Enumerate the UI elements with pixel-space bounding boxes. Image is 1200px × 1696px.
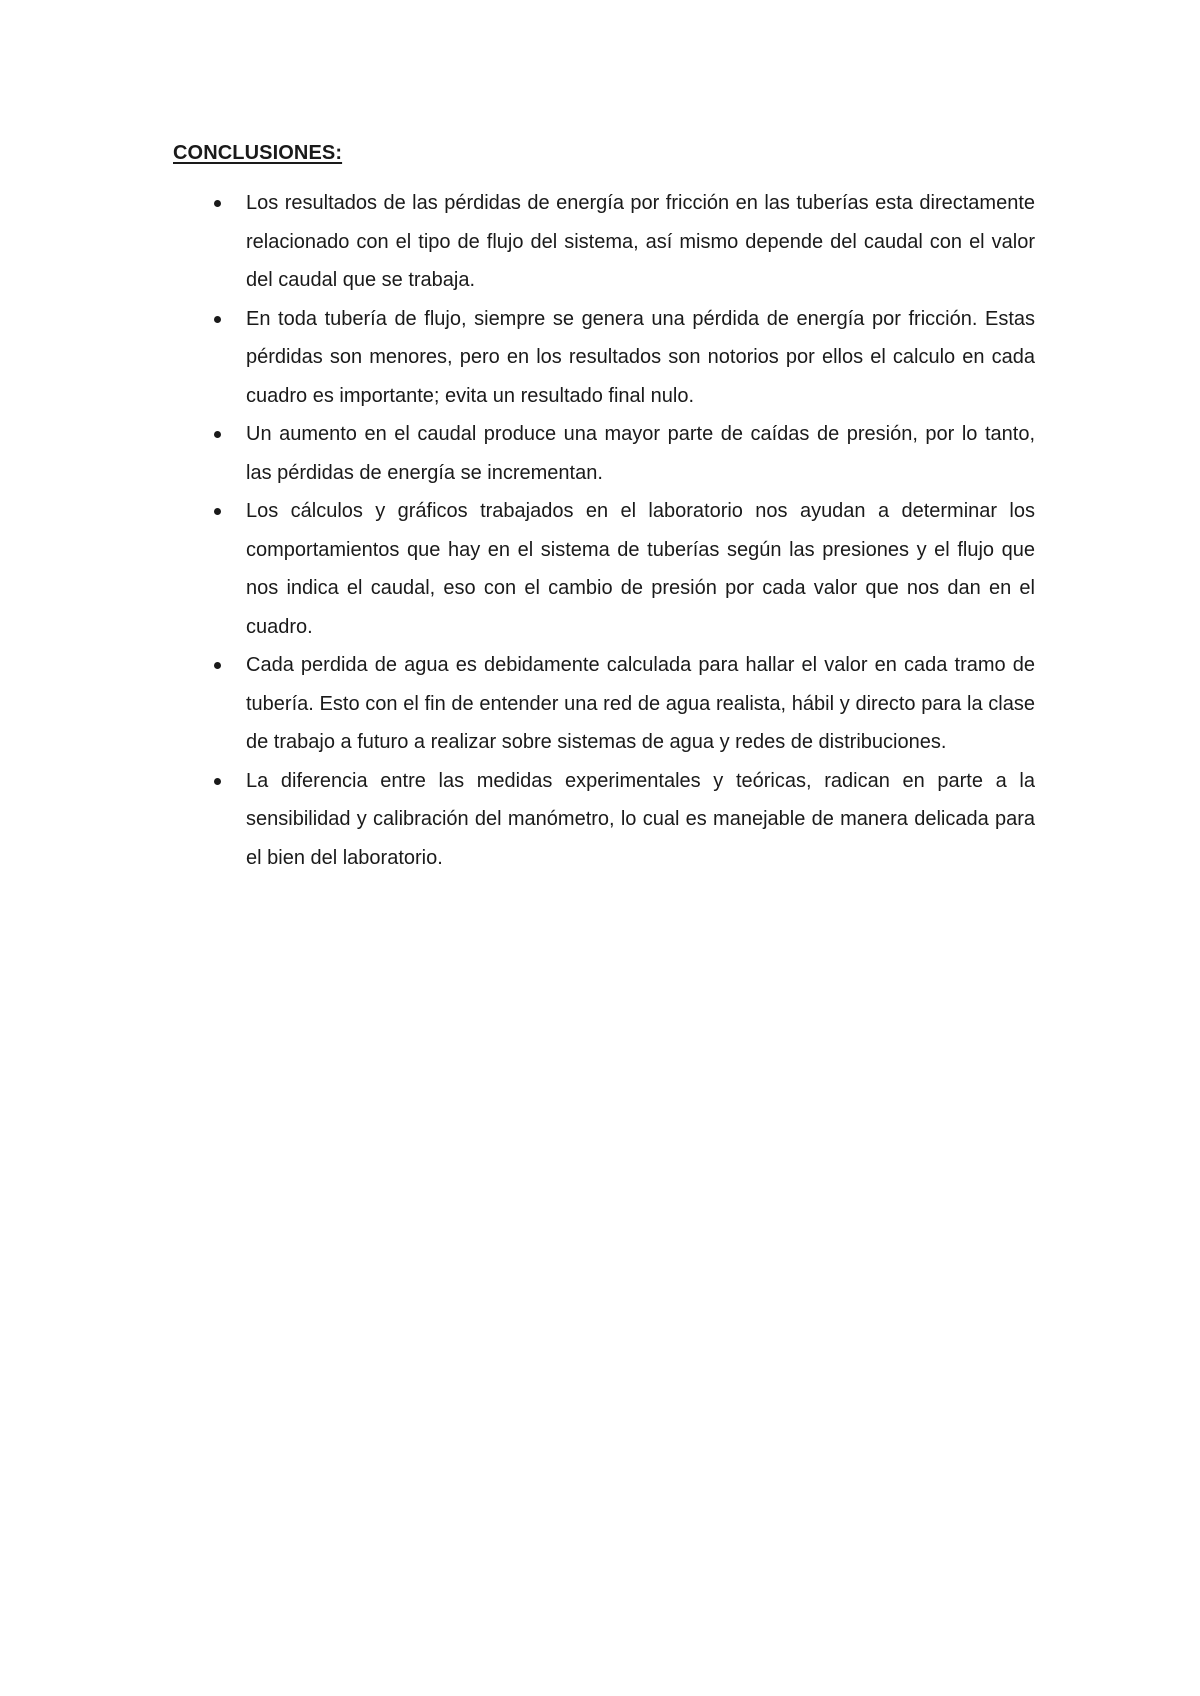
section-heading: CONCLUSIONES: — [173, 142, 343, 164]
bullet-icon — [214, 431, 221, 438]
list-item-text: La diferencia entre las medidas experimentales y teóricas, radican en parte a la sensibilidad y calibración del manómetro, lo cual es manejable de manera delicada para el bien del laboratorio. — [246, 769, 1035, 869]
bullet-icon — [214, 778, 221, 785]
list-item — [173, 492, 1035, 646]
list-item — [173, 184, 1035, 300]
bullet-icon — [214, 508, 221, 515]
conclusions-list — [173, 184, 1035, 877]
bullet-icon — [214, 200, 221, 207]
list-item-text: Los cálculos y gráficos trabajados en el laboratorio nos ayudan a determinar los comportamientos que hay en el sistema de tuberías según las presiones y el flujo que nos indica el caudal, eso con el cambio de presión por cada valor que nos dan en el cuadro. — [246, 500, 1035, 638]
bullet-icon — [214, 316, 221, 323]
list-item — [173, 646, 1035, 762]
list-item — [173, 762, 1035, 878]
list-item-text: En toda tubería de flujo, siempre se genera una pérdida de energía por fricción. Estas pérdidas son menores, pero en los resultados son notorios por ellos el calculo en cada cuadro es importante; evita un resultado final nulo. — [246, 307, 1035, 407]
list-item-text: Un aumento en el caudal produce una mayor parte de caídas de presión, por lo tanto, las pérdidas de energía se incrementan. — [246, 423, 1035, 484]
list-item — [173, 415, 1035, 492]
list-item — [173, 300, 1035, 416]
bullet-icon — [214, 662, 221, 669]
list-item-text: Los resultados de las pérdidas de energía por fricción en las tuberías esta directamente relacionado con el tipo de flujo del sistema, así mismo depende del caudal con el valor del caudal que se trabaja. — [246, 192, 1035, 291]
list-item-text: Cada perdida de agua es debidamente calculada para hallar el valor en cada tramo de tubería. Esto con el fin de entender una red de agua realista, hábil y directo para la clase de trabajo a futuro a realizar sobre sistemas de agua y redes de distribuciones. — [246, 654, 1035, 753]
